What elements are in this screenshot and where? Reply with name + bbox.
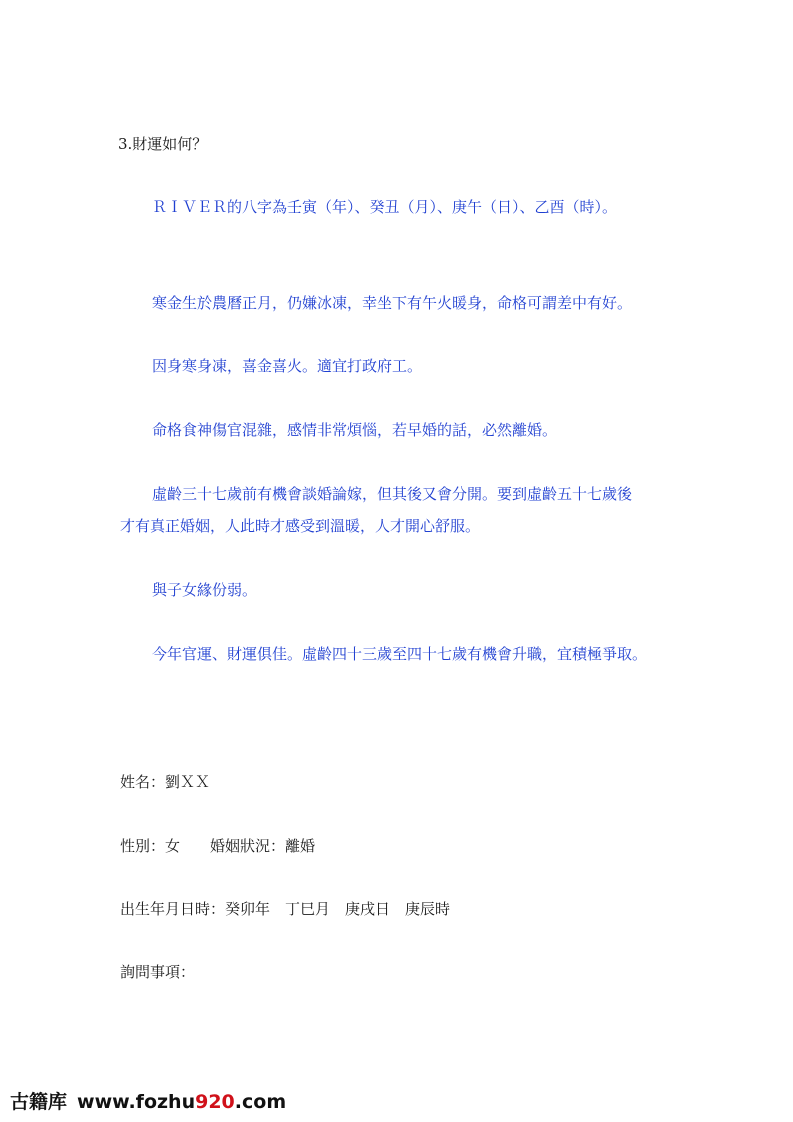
watermark (10, 1089, 286, 1115)
reading-paragraph-4-line-2: 才有真正婚姻，人此時才感受到溫暖，人才開心舒服。 (120, 517, 481, 535)
reading-paragraph-4-line-1: 虛齡三十七歲前有機會談婚論嫁，但其後又會分開。要到虛齡五十七歲後 (152, 485, 633, 503)
reading-paragraph-1: 寒金生於農曆正月，仍嫌冰凍，幸坐下有午火暖身，命格可謂差中有好。 (152, 294, 633, 312)
reading-paragraph-5: 與子女緣份弱。 (152, 581, 258, 599)
profile-name: 姓名：劉ＸＸ (120, 773, 211, 791)
reading-paragraph-2: 因身寒身凍，喜金喜火。適宜打政府工。 (152, 357, 423, 375)
watermark-url-prefix: www.fozhu (77, 1091, 196, 1113)
profile-birth: 出生年月日時：癸卯年 丁巳月 庚戌日 庚辰時 (120, 900, 451, 918)
watermark-brand: 古籍库 (10, 1091, 68, 1113)
reading-paragraph-3: 命格食神傷官混雜，感情非常煩惱，若早婚的話，必然離婚。 (152, 421, 558, 439)
bazi-paragraph: ＲＩＶＥＲ的八字為壬寅（年）、癸丑（月）、庚午（日）、乙酉（時）。 (152, 198, 618, 216)
profile-inquiry: 詢問事項： (120, 963, 196, 981)
section-heading: 3.財運如何？ (118, 135, 208, 153)
reading-paragraph-6: 今年官運、財運俱佳。虛齡四十三歲至四十七歲有機會升職，宜積極爭取。 (152, 645, 648, 663)
profile-gender-marital: 性別：女 婚姻狀況：離婚 (120, 837, 316, 855)
watermark-url-number: 920 (195, 1091, 235, 1113)
watermark-url-suffix: .com (234, 1091, 287, 1113)
